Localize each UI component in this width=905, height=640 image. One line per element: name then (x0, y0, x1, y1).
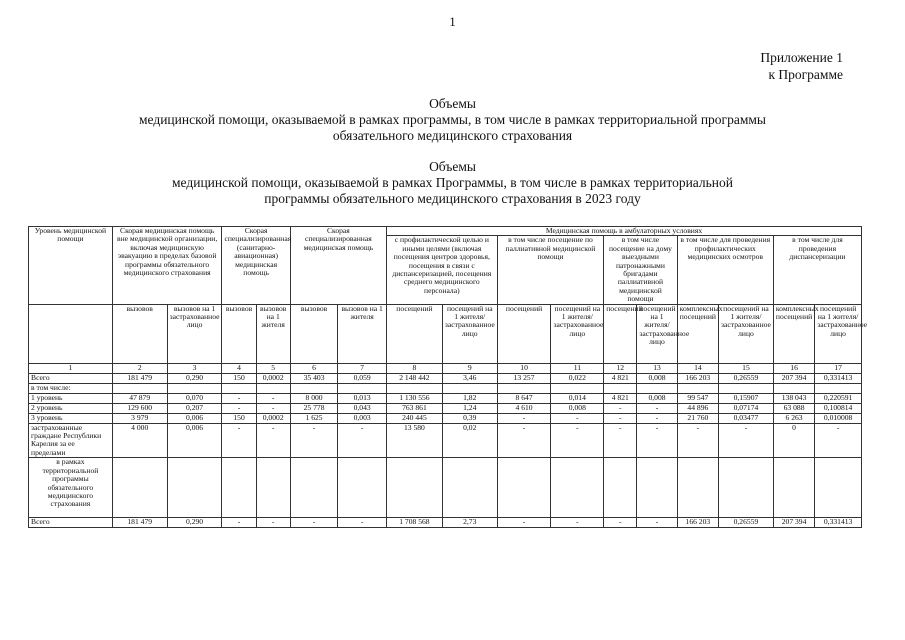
table-cell: 4 821 (604, 393, 637, 403)
table-cell (719, 458, 774, 518)
appendix-line-2: к Программе (768, 67, 843, 82)
column-number: 10 (497, 363, 551, 373)
table-cell: 6 263 (773, 413, 814, 423)
table-cell (719, 383, 774, 393)
table-cell (386, 383, 442, 393)
table-cell: 2,73 (442, 518, 497, 528)
appendix-line-1: Приложение 1 (760, 50, 843, 65)
column-number: 11 (551, 363, 604, 373)
table-cell: - (497, 518, 551, 528)
table-cell: 0,26559 (719, 518, 774, 528)
table-cell (551, 458, 604, 518)
table-cell (604, 458, 637, 518)
header-palliative: в том числе посещение по паллиативной медицинской помощи (497, 236, 604, 304)
table-cell: 4 000 (112, 423, 167, 458)
table-row (29, 423, 862, 458)
table-cell: 0,220591 (815, 393, 862, 403)
table-cell: - (497, 413, 551, 423)
table-cell: 47 879 (112, 393, 167, 403)
header-sub: посещений на 1 жителя/ застрахованное лицо (719, 304, 774, 363)
table-cell: 0,006 (167, 423, 222, 458)
table-cell: 25 778 (290, 403, 338, 413)
table-cell: 1 625 (290, 413, 338, 423)
header-row-3 (29, 304, 862, 363)
table-cell: 166 203 (677, 373, 718, 383)
table-cell: 1,82 (442, 393, 497, 403)
header-sub: посещений на 1 жителя/ застрахованное лицо (551, 304, 604, 363)
column-number: 2 (112, 363, 167, 373)
table-cell: 0,290 (167, 518, 222, 528)
table-cell (677, 458, 718, 518)
table-cell: 0,0002 (256, 413, 290, 423)
table-cell: 207 394 (773, 373, 814, 383)
table-cell (442, 458, 497, 518)
header-prof-exams: в том числе для проведения профилактических медицинских осмотров (677, 236, 773, 304)
table-cell: 63 088 (773, 403, 814, 413)
heading-1 (0, 96, 905, 144)
row-label: Всего (29, 518, 113, 528)
header-sub: комплексных посещений (677, 304, 718, 363)
table-cell: 3,46 (442, 373, 497, 383)
row-label: 1 уровень (29, 393, 113, 403)
table-cell: 4 821 (604, 373, 637, 383)
table-cell: - (604, 423, 637, 458)
table-cell (773, 458, 814, 518)
table-cell (815, 458, 862, 518)
table-cell: - (637, 403, 677, 413)
table-row (29, 413, 862, 423)
table-cell: 0,26559 (719, 373, 774, 383)
table-cell: 8 647 (497, 393, 551, 403)
table-cell (551, 383, 604, 393)
table-cell: 1 708 568 (386, 518, 442, 528)
table-cell (677, 383, 718, 393)
table-cell: - (719, 423, 774, 458)
table-cell: 1 130 556 (386, 393, 442, 403)
row-label: в рамках территориальной программы обязательного медицинского страхования (29, 458, 113, 518)
column-number: 3 (167, 363, 222, 373)
header-sub: посещений (604, 304, 637, 363)
table-cell: 0,003 (338, 413, 387, 423)
table-row (29, 373, 862, 383)
table-cell: 0,006 (167, 413, 222, 423)
table-cell: 0,008 (551, 403, 604, 413)
table-cell: 13 580 (386, 423, 442, 458)
appendix-reference (760, 49, 843, 83)
column-number: 1 (29, 363, 113, 373)
header-level: Уровень медицинской помощи (29, 227, 113, 305)
table-cell (604, 383, 637, 393)
table-cell: 0,331413 (815, 518, 862, 528)
header-sub: вызовов (290, 304, 338, 363)
header-emergency: Скорая медицинская помощь вне медицинской организации, включая медицинскую эвакуацию в пределах базовой программы обязательного медицинского страхования (112, 227, 222, 305)
header-sub-blank (29, 304, 113, 363)
table-cell (497, 383, 551, 393)
table-cell: - (290, 423, 338, 458)
table-cell (167, 458, 222, 518)
table-cell: 0,014 (551, 393, 604, 403)
table-cell: 0,207 (167, 403, 222, 413)
table-row (29, 518, 862, 528)
column-number: 14 (677, 363, 718, 373)
table-cell: 0,008 (637, 393, 677, 403)
table-cell: - (256, 423, 290, 458)
volumes-table (28, 226, 868, 528)
column-number: 8 (386, 363, 442, 373)
table-cell (112, 458, 167, 518)
table-cell (338, 383, 387, 393)
heading-1-line-2: медицинской помощи, оказываемой в рамках программы, в том числе в рамках территориальной программы (138, 112, 766, 127)
table-cell (256, 383, 290, 393)
table-cell (222, 458, 256, 518)
table-cell: 138 043 (773, 393, 814, 403)
header-sub: посещений (386, 304, 442, 363)
table-cell: - (497, 423, 551, 458)
column-number: 6 (290, 363, 338, 373)
header-specialized: Скорая специализированная медицинская помощь (290, 227, 386, 305)
heading-2 (0, 159, 905, 207)
heading-1-line-3: обязательного медицинского страхования (332, 128, 573, 143)
table-cell (497, 458, 551, 518)
header-sub: посещений на 1 жителя/ застрахованное лицо (442, 304, 497, 363)
header-sub: посещений на 1 жителя/ застрахованное лицо (815, 304, 862, 363)
row-label: 3 уровень (29, 413, 113, 423)
table-cell: - (256, 518, 290, 528)
table-cell: - (604, 518, 637, 528)
table-cell: 0,059 (338, 373, 387, 383)
header-sub: вызовов (112, 304, 167, 363)
column-number-row (29, 363, 862, 373)
table-cell: - (338, 518, 387, 528)
table-cell: 0 (773, 423, 814, 458)
table-cell: 150 (222, 413, 256, 423)
table-cell: 0,02 (442, 423, 497, 458)
column-number: 17 (815, 363, 862, 373)
table-cell (386, 458, 442, 518)
table-cell: 0,070 (167, 393, 222, 403)
table-cell (290, 383, 338, 393)
table-cell: 0,013 (338, 393, 387, 403)
table-cell: 3 979 (112, 413, 167, 423)
header-sub: посещений (497, 304, 551, 363)
table-cell (637, 458, 677, 518)
table-cell: - (256, 393, 290, 403)
column-number: 15 (719, 363, 774, 373)
table-cell: 0,331413 (815, 373, 862, 383)
header-sub: комплексных посещений (773, 304, 814, 363)
page-number: 1 (449, 14, 456, 29)
table-row (29, 403, 862, 413)
header-specialized-aviation: Скорая специализированная (санитарно-авиационная) медицинская помощь (222, 227, 290, 305)
table-cell: - (551, 413, 604, 423)
table-cell: 181 479 (112, 373, 167, 383)
table-row (29, 458, 862, 518)
table-cell: 13 257 (497, 373, 551, 383)
table-cell (815, 383, 862, 393)
table-cell: 44 896 (677, 403, 718, 413)
table-cell (338, 458, 387, 518)
header-home-visits: в том числе посещение на дому выездными патронажными бригадами паллиативной медицинской помощи (604, 236, 677, 304)
table-cell: - (677, 423, 718, 458)
table-cell (442, 383, 497, 393)
table-cell (167, 383, 222, 393)
table-cell: - (222, 393, 256, 403)
table-cell: 4 610 (497, 403, 551, 413)
table-cell: - (551, 518, 604, 528)
header-sub: вызовов (222, 304, 256, 363)
column-number: 9 (442, 363, 497, 373)
table-cell: - (637, 518, 677, 528)
table-cell: - (256, 403, 290, 413)
row-label: в том числе: (29, 383, 113, 393)
table-cell: 181 479 (112, 518, 167, 528)
table-cell (290, 458, 338, 518)
table-cell: 0,0002 (256, 373, 290, 383)
row-label: 2 уровень (29, 403, 113, 413)
table-cell: - (222, 518, 256, 528)
table-cell: - (637, 413, 677, 423)
column-number: 7 (338, 363, 387, 373)
table-cell: 150 (222, 373, 256, 383)
table-cell: 35 403 (290, 373, 338, 383)
table-row (29, 383, 862, 393)
table-cell (112, 383, 167, 393)
header-sub: вызовов на 1 жителя (256, 304, 290, 363)
table-cell: - (222, 423, 256, 458)
table-cell: 1,24 (442, 403, 497, 413)
table-cell: 0,100814 (815, 403, 862, 413)
table-cell: 207 394 (773, 518, 814, 528)
table-cell: - (551, 423, 604, 458)
table-cell: - (815, 423, 862, 458)
table-cell: 240 445 (386, 413, 442, 423)
table-cell (773, 383, 814, 393)
column-number: 16 (773, 363, 814, 373)
header-sub: вызовов на 1 жителя (338, 304, 387, 363)
heading-1-line-1: Объемы (429, 96, 476, 111)
header-sub: посещений на 1 жителя/ застрахованное лицо (637, 304, 677, 363)
table-cell (637, 383, 677, 393)
table-cell: - (604, 403, 637, 413)
table-cell: 0,043 (338, 403, 387, 413)
heading-2-line-2: медицинской помощи, оказываемой в рамках Программы, в том числе в рамках территориальной (172, 175, 733, 190)
table-cell: 21 760 (677, 413, 718, 423)
table-cell: 0,022 (551, 373, 604, 383)
table-cell: 99 547 (677, 393, 718, 403)
heading-2-line-1: Объемы (429, 159, 476, 174)
header-outpatient: Медицинская помощь в амбулаторных условиях (386, 227, 861, 236)
table-cell: 0,010008 (815, 413, 862, 423)
table-cell: 166 203 (677, 518, 718, 528)
table-cell: 0,290 (167, 373, 222, 383)
table-cell: 0,008 (637, 373, 677, 383)
table-cell: 0,03477 (719, 413, 774, 423)
table-cell: 129 600 (112, 403, 167, 413)
table-cell: 763 861 (386, 403, 442, 413)
column-number: 12 (604, 363, 637, 373)
table-cell: - (338, 423, 387, 458)
table-row (29, 393, 862, 403)
table-cell: 0,39 (442, 413, 497, 423)
column-number: 4 (222, 363, 256, 373)
heading-2-line-3: программы обязательного медицинского страхования в 2023 году (264, 191, 641, 206)
table-cell: 8 000 (290, 393, 338, 403)
header-dispensary: в том числе для проведения диспансеризации (773, 236, 861, 304)
column-number: 5 (256, 363, 290, 373)
table-cell: 2 148 442 (386, 373, 442, 383)
row-label: застрахованные граждане Республики Карелия за ее пределами (29, 423, 113, 458)
row-label: Всего (29, 373, 113, 383)
table-cell: - (604, 413, 637, 423)
table-cell: 0,15907 (719, 393, 774, 403)
column-number: 13 (637, 363, 677, 373)
table-cell (256, 458, 290, 518)
table-cell: - (290, 518, 338, 528)
table-cell: 0,07174 (719, 403, 774, 413)
header-sub: вызовов на 1 застрахованное лицо (167, 304, 222, 363)
table-cell: - (222, 403, 256, 413)
header-prophylactic: с профилактической целью и иными целями (включая посещения центров здоровья, посещения в связи с диспансеризацией, посещения среднего медицинского персонала) (386, 236, 497, 304)
table-cell: - (637, 423, 677, 458)
table-cell (222, 383, 256, 393)
